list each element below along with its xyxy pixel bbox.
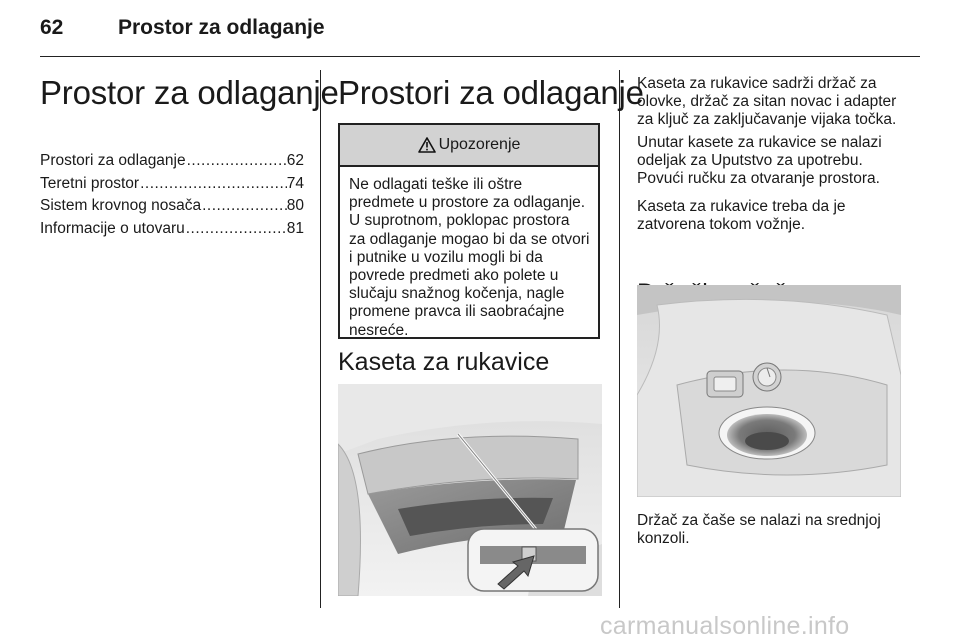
watermark: carmanualsonline.info [600,612,850,640]
column-divider-left [320,70,321,608]
header-rule [40,56,920,57]
glovebox-drawing [338,384,602,596]
glovebox-heading: Kaseta za rukavice [338,348,550,376]
warning-triangle-icon [418,137,436,153]
toc-leader-dots [139,175,287,193]
toc-page: 74 [286,174,304,192]
table-of-contents [40,152,304,242]
cupholder-illustration [637,285,901,497]
cupholder-caption: Držač za čaše se nalazi na srednjoj konzoli. [637,512,881,547]
toc-leader-dots [185,220,287,238]
toc-label: Teretni prostor [40,174,140,192]
warning-box [338,123,600,339]
paragraph-keep-closed: Kaseta za rukavice treba da je zatvorena tokom vožnje. [637,198,846,233]
paragraph-owner-manual: Unutar kasete za rukavice se nalazi odeljak za Uputstvo za upotrebu. Povući ručku za otvaranje prostora. [637,134,882,187]
toc-label: Informacije o utovaru [40,219,185,237]
toc-page: 80 [286,197,304,214]
warning-title: Upozorenje [438,136,521,153]
cupholder-drawing [637,285,901,497]
paragraph-glovebox-contents: Kaseta za rukavice sadrži držač za olovke, držač za sitan novac i adapter za ključ za zaključavanje vijaka točka. [637,75,897,128]
warning-header [340,125,598,167]
glovebox-illustration [338,384,602,596]
warning-text: Ne odlagati teške ili oštre predmete u prostore za odlaganje. U suprotnom, poklopac prostora za odlaganje mogao bi da se otvori i putnike u vozilu mogli bi da povrede predmeti ako polete u slučaju snažnog kočenja, nagle promene pravca ili saobraćajne nesreće. [349,176,590,339]
chapter-heading: Prostor za odlaganje [40,74,339,111]
page-number: 62 [40,16,64,39]
toc-page: 62 [286,152,304,169]
toc-entry[interactable] [40,220,304,243]
toc-label: Prostori za odlaganje [40,152,186,169]
toc-entry[interactable] [40,175,304,198]
section-heading: Prostori za odlaganje [338,74,644,111]
toc-page: 81 [286,219,304,237]
toc-entry[interactable] [40,152,304,175]
column-divider-right [619,70,620,608]
running-header-title: Prostor za odlaganje [118,16,325,39]
toc-leader-dots [201,197,287,215]
toc-leader-dots [186,152,287,170]
toc-label: Sistem krovnog nosača [40,197,202,214]
toc-entry[interactable] [40,197,304,220]
